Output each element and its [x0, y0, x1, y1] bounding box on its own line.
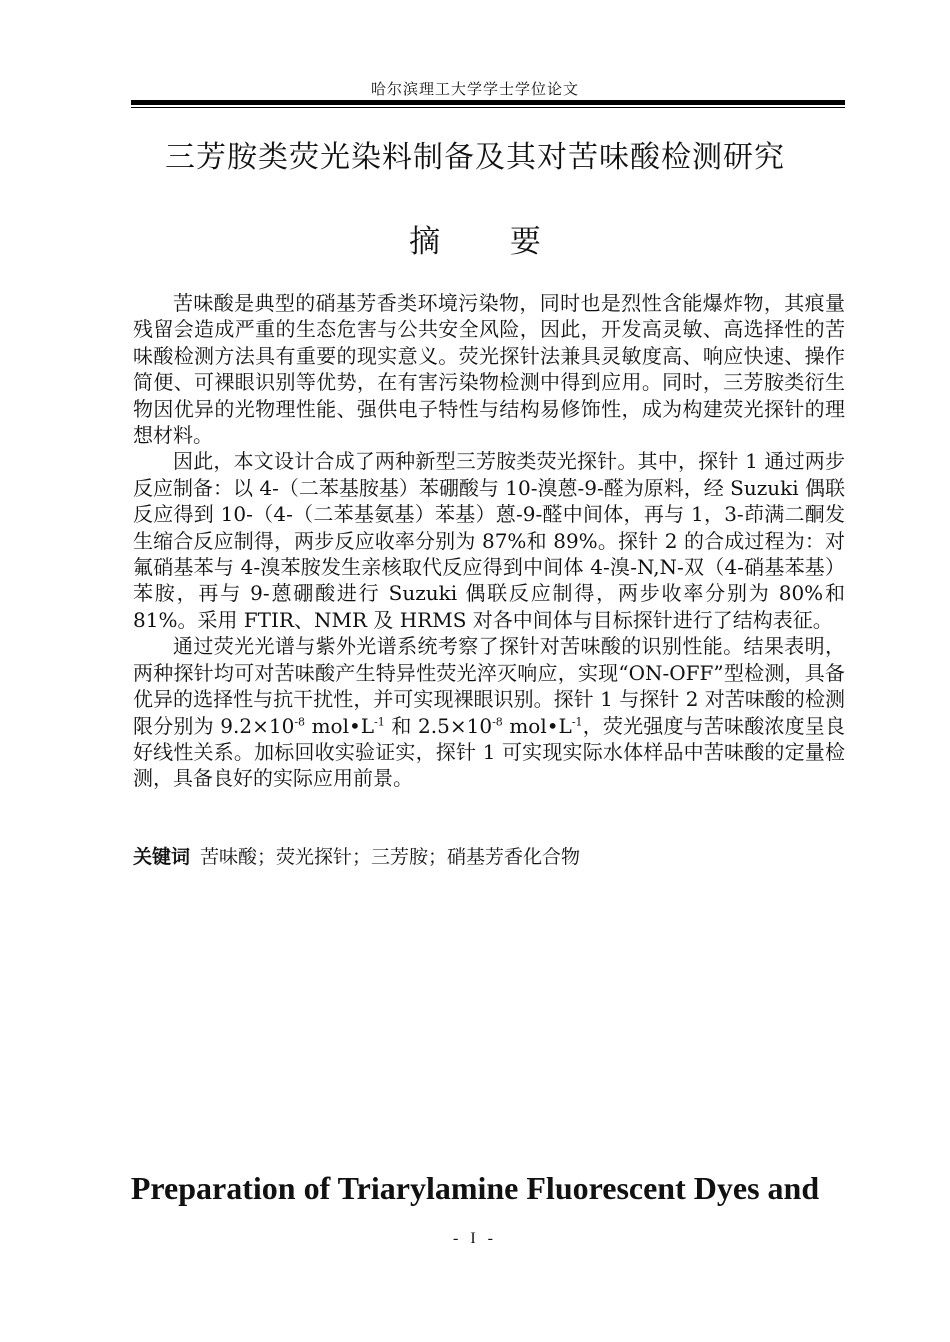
abstract-body: [133, 290, 845, 792]
keywords-label: 关键词: [133, 846, 191, 868]
header-rule-thin: [131, 107, 845, 108]
exponent-3: -8: [492, 714, 503, 728]
english-title: Preparation of Triarylamine Fluorescent Dyes and: [130, 1170, 820, 1206]
abstract-paragraph-2: 因此，本文设计合成了两种新型三芳胺类荧光探针。其中，探针 1 通过两步反应制备：以 4-（二苯基胺基）苯硼酸与 10-溴蒽-9-醛为原料，经 Suzuki 偶联反应得到 10-（4-（二苯基氨基）苯基）蒽-9-醛中间体，再与 1，3-茚满二酮发生缩合反应制得，两步反应收率分别为 87%和 89%。探针 2 的合成过程为：对氟硝基苯与 4-溴苯胺发生亲核取代反应得到中间体 4-溴-N,N-双（4-硝基苯基）苯胺，再与 9-蒽硼酸进行 Suzuki 偶联反应制得，两步收率分别为 80%和 81%。采用 FTIR、NMR 及 HRMS 对各中间体与目标探针进行了结构表征。: [133, 449, 845, 632]
header-rule-thick: [131, 100, 845, 105]
abstract-paragraph-3: [133, 633, 845, 791]
thesis-title: 三芳胺类荧光染料制备及其对苦味酸检测研究: [165, 140, 785, 175]
p3-text-3: 和 2.5×10: [384, 713, 493, 738]
keywords-line: [133, 842, 580, 869]
p3-text-2: mol•L: [305, 713, 375, 738]
running-header: 哈尔滨理工大学学士学位论文: [370, 80, 579, 98]
exponent-4: -1: [571, 714, 583, 728]
abstract-paragraph-1: 苦味酸是典型的硝基芳香类环境污染物，同时也是烈性含能爆炸物，其痕量残留会造成严重的生态危害与公共安全风险，因此，开发高灵敏、高选择性的苦味酸检测方法具有重要的现实意义。荧光探针法兼具灵敏度高、响应快速、操作简便、可裸眼识别等优势，在有害污染物检测中得到应用。同时，三芳胺类衍生物因优异的光物理性能、强供电子特性与结构易修饰性，成为构建荧光探针的理想材料。: [133, 291, 845, 448]
page-number: - I -: [453, 1230, 497, 1247]
keywords-value: 苦味酸；荧光探针；三芳胺；硝基芳香化合物: [200, 846, 581, 868]
p3-text-5: ，荧光强度与苦味酸浓度呈良好线性关系。加标回收实验证实，探针 1 可实现实际水体样品中苦味酸的定量检测，具备良好的实际应用前景。: [133, 713, 845, 791]
exponent-1: -8: [294, 714, 306, 728]
exponent-2: -1: [374, 714, 385, 728]
p3-text-1: 通过荧光光谱与紫外光谱系统考察了探针对苦味酸的识别性能。结果表明，两种探针均可对苦味酸产生特异性荧光淬灭响应，实现“ON-OFF”型检测，具备优异的选择性与抗干扰性，并可实现裸眼识别。探针 1 与探针 2 对苦味酸的检测限分别为 9.2×10: [133, 634, 845, 738]
p3-text-4: mol•L: [502, 713, 572, 738]
abstract-heading: 摘 要: [409, 224, 571, 260]
